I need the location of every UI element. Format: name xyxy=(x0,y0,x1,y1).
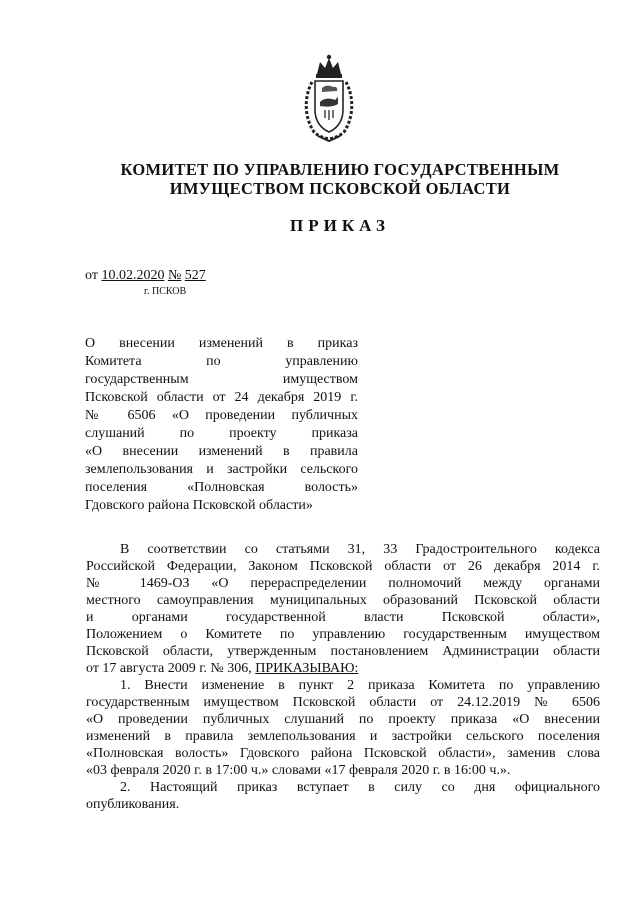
subject-line: поселения «Полновская волость» xyxy=(85,480,358,495)
number-sign: № xyxy=(167,268,182,283)
subject-line: слушаний по проекту приказа xyxy=(85,426,358,441)
order-date: 10.02.2020 xyxy=(101,268,165,283)
subject-line: Гдовского района Псковской области» xyxy=(85,498,313,513)
item-1-line: изменений в правила землепользования и застройки сельского поселения xyxy=(86,729,600,744)
body-line: № 1469-ОЗ «О перераспределении полномочий между органами xyxy=(86,576,600,591)
document-type-title: ПРИКАЗ xyxy=(290,216,390,235)
body-line: В соответствии со статьями 31, 33 Градостроительного кодекса xyxy=(120,542,600,557)
body-line: Российской Федерации, Законом Псковской области от 26 декабря 2014 г. xyxy=(86,559,600,574)
item-1-line: «О проведении публичных слушаний по проекту приказа «О внесении xyxy=(86,712,600,727)
subject-line: «О внесении изменений в правила xyxy=(85,444,358,459)
order-keyword: ПРИКАЗЫВАЮ: xyxy=(255,661,359,676)
subject-line: № 6506 «О проведении публичных xyxy=(85,408,358,423)
order-number: 527 xyxy=(184,268,206,283)
order-subject xyxy=(85,335,358,515)
item-1-line: государственным имуществом Псковской области от 24.12.2019 № 6506 xyxy=(86,695,600,710)
item-1-line: 1. Внести изменение в пункт 2 приказа Комитета по управлению xyxy=(120,678,600,693)
subject-line: Комитета по управлению xyxy=(85,354,358,369)
subject-line: землепользования и застройки сельского xyxy=(85,462,358,477)
committee-name-line-2: ИМУЩЕСТВОМ ПСКОВСКОЙ ОБЛАСТИ xyxy=(169,179,511,198)
body-line: и органами государственной власти Псковской области», xyxy=(86,610,600,625)
preamble-last-text: от 17 августа 2009 г. № 306, xyxy=(86,661,252,676)
body-line: местного самоуправления муниципальных образований Псковской области xyxy=(86,593,600,608)
date-prefix: от xyxy=(85,268,98,283)
body-line: Псковской области, утвержденным постановлением Администрации области xyxy=(86,644,600,659)
item-2-line: 2. Настоящий приказ вступает в силу со дня официального xyxy=(120,780,600,795)
item-1-line: «Полновская волость» Гдовского района Псковской области», заменив слова xyxy=(86,746,600,761)
body-line: Положением о Комитете по управлению государственным имуществом xyxy=(86,627,600,642)
subject-line: О внесении изменений в приказ xyxy=(85,336,358,351)
item-1-line: «03 февраля 2020 г. в 17:00 ч.» словами «17 февраля 2020 г. в 16:00 ч.». xyxy=(86,763,511,778)
city-label: г. ПСКОВ xyxy=(144,286,187,297)
order-date-number xyxy=(85,268,206,284)
committee-name-line-1: КОМИТЕТ ПО УПРАВЛЕНИЮ ГОСУДАРСТВЕННЫМ xyxy=(120,160,560,179)
order-body xyxy=(86,541,600,813)
body-line xyxy=(86,660,600,677)
subject-line: государственным имуществом xyxy=(85,372,358,387)
pskov-coat-of-arms-icon xyxy=(300,52,358,144)
subject-line: Псковской области от 24 декабря 2019 г. xyxy=(85,390,358,405)
item-2-line: опубликования. xyxy=(86,797,180,812)
